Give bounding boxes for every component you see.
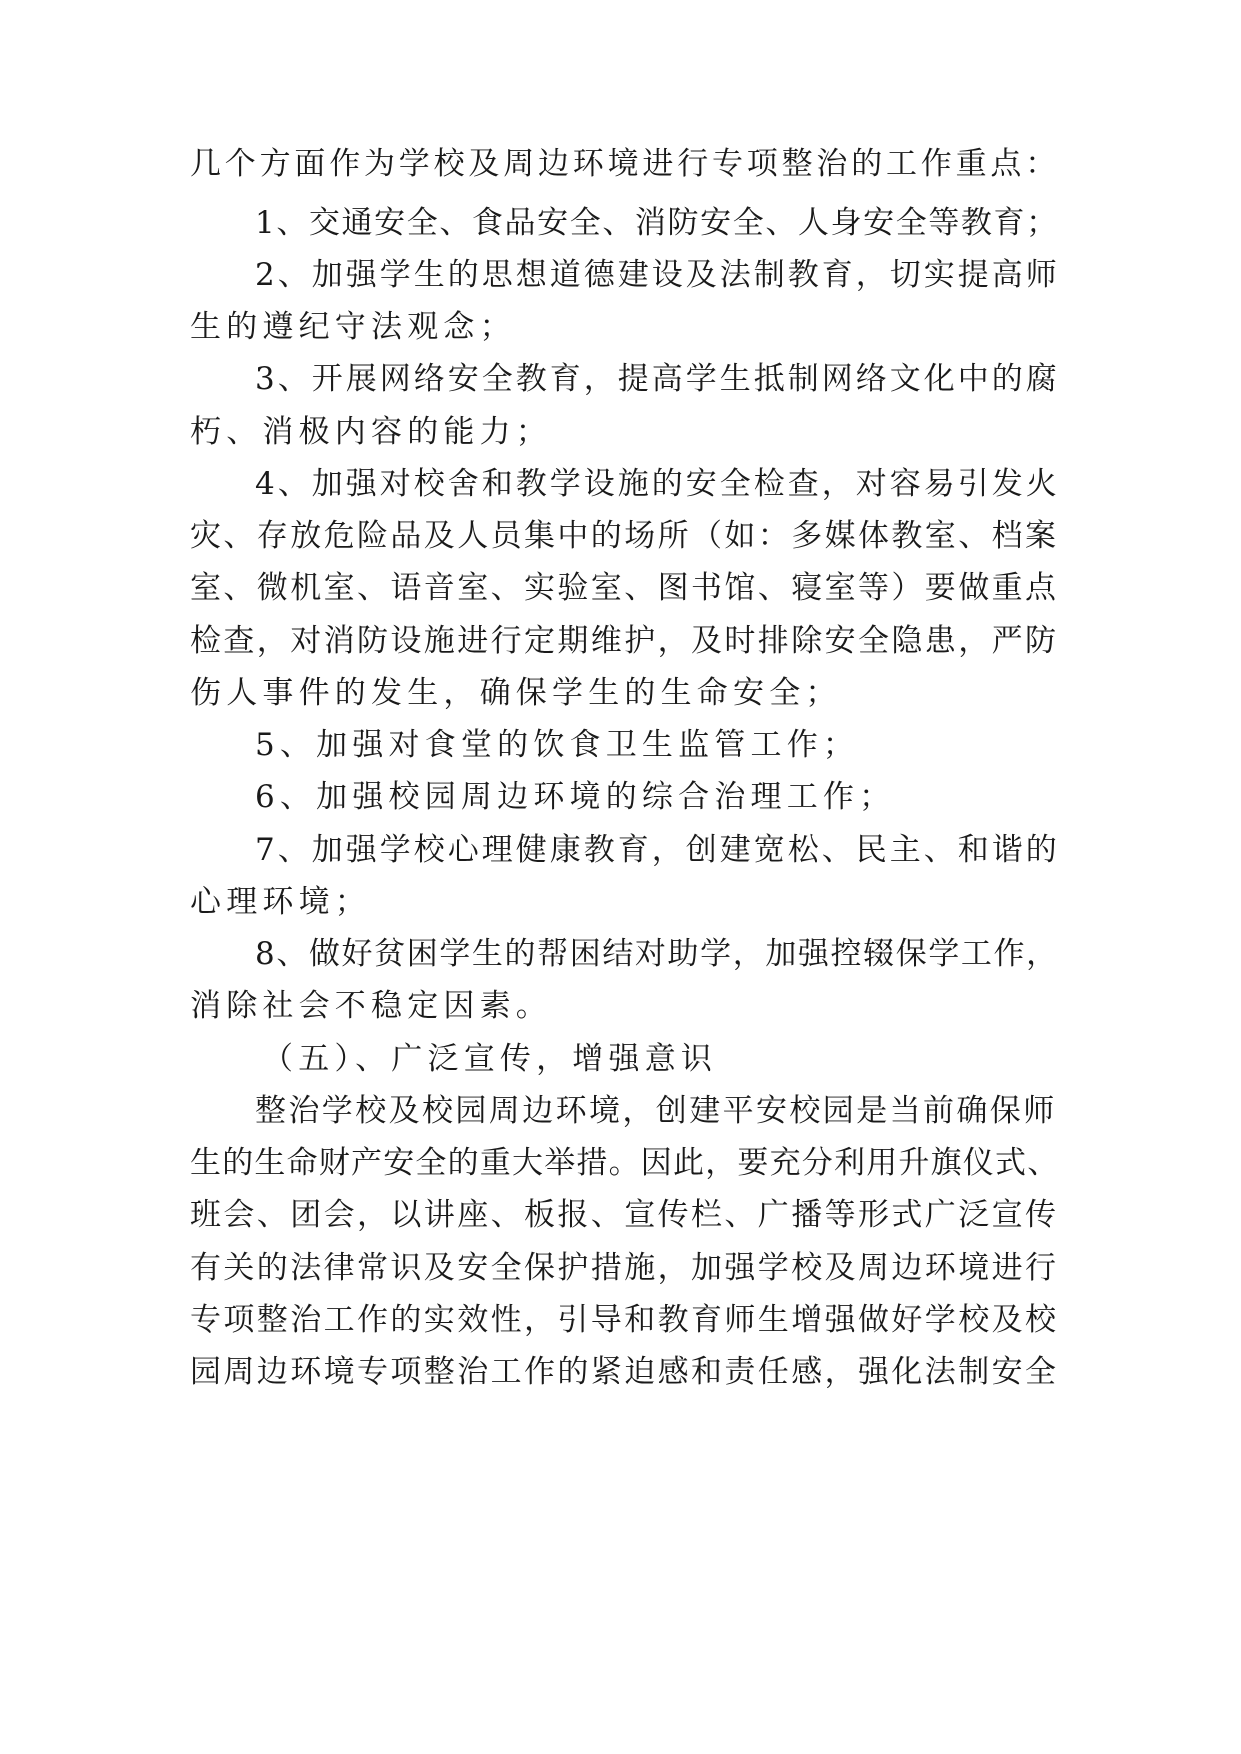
list-item-8-continued: 消除社会不稳定因素。 bbox=[190, 988, 552, 1024]
list-item-2-continued: 生的遵纪守法观念； bbox=[190, 309, 516, 345]
paragraph-line: 整治学校及校园周边环境，创建平安校园是当前确保师 bbox=[255, 1093, 1057, 1129]
list-item-6: 6、加强校园周边环境的综合治理工作； bbox=[255, 779, 896, 815]
list-item-4: 4、加强对校舍和教学设施的安全检查，对容易引发火 bbox=[255, 466, 1060, 502]
list-item-7-continued: 心理环境； bbox=[190, 884, 371, 920]
list-item-4-continued: 伤人事件的发生，确保学生的生命安全； bbox=[190, 675, 842, 711]
list-item-8: 8、做好贫困学生的帮困结对助学，加强控辍保学工作， bbox=[255, 936, 1059, 972]
paragraph-line: 园周边环境专项整治工作的紧迫感和责任感，强化法制安全 bbox=[190, 1354, 1059, 1390]
list-item-4-continued: 室、微机室、语音室、实验室、图书馆、寝室等）要做重点 bbox=[190, 570, 1059, 606]
paragraph-line: 生的生命财产安全的重大举措。因此，要充分利用升旗仪式、 bbox=[190, 1145, 1060, 1181]
paragraph-line: 几个方面作为学校及周边环境进行专项整治的工作重点： bbox=[190, 146, 1060, 182]
list-item-1: 1、交通安全、食品安全、消防安全、人身安全等教育； bbox=[255, 205, 1059, 241]
list-item-4-continued: 灾、存放危险品及人员集中的场所（如：多媒体教室、档案 bbox=[190, 518, 1059, 554]
list-item-2: 2、加强学生的思想道德建设及法制教育，切实提高师 bbox=[255, 257, 1060, 293]
list-item-7: 7、加强学校心理健康教育，创建宽松、民主、和谐的 bbox=[255, 832, 1060, 868]
section-heading: （五）、广泛宣传，增强意识 bbox=[262, 1041, 718, 1077]
list-item-5: 5、加强对食堂的饮食卫生监管工作； bbox=[255, 727, 860, 763]
list-item-3: 3、开展网络安全教育，提高学生抵制网络文化中的腐 bbox=[255, 361, 1060, 397]
paragraph-line: 班会、团会，以讲座、板报、宣传栏、广播等形式广泛宣传 bbox=[190, 1197, 1059, 1233]
list-item-3-continued: 朽、消极内容的能力； bbox=[190, 414, 552, 450]
paragraph-line: 专项整治工作的实效性，引导和教育师生增强做好学校及校 bbox=[190, 1302, 1059, 1338]
paragraph-line: 有关的法律常识及安全保护措施，加强学校及周边环境进行 bbox=[190, 1250, 1059, 1286]
list-item-4-continued: 检查，对消防设施进行定期维护，及时排除安全隐患，严防 bbox=[190, 623, 1059, 659]
